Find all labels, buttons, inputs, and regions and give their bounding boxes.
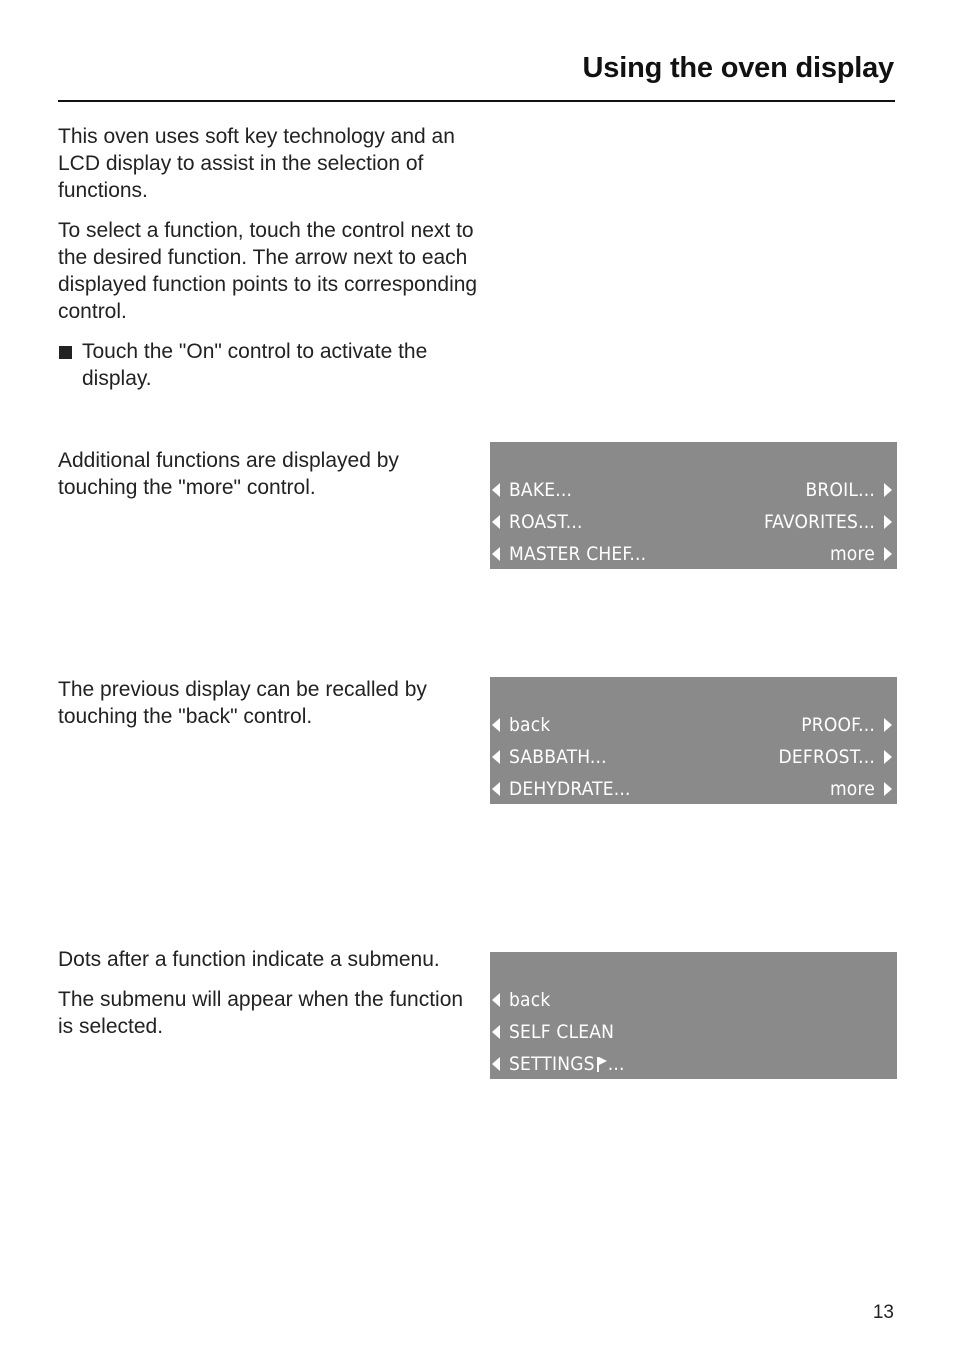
lcd-label: back (509, 989, 551, 1011)
bullet-item (58, 338, 478, 392)
lcd-row (490, 744, 897, 776)
lcd-label: more (829, 778, 875, 800)
arrow-left-icon (492, 718, 500, 732)
lcd-display-main-menu (490, 442, 897, 569)
lcd-row (490, 509, 897, 541)
softkey-roast[interactable] (492, 509, 583, 535)
softkey-dehydrate[interactable] (492, 776, 631, 802)
softkey-proof[interactable] (801, 712, 892, 738)
lcd-label: DEHYDRATE... (509, 778, 631, 800)
lcd-row (490, 776, 897, 808)
arrow-left-icon (492, 547, 500, 561)
flag-icon (597, 1056, 607, 1072)
intro-paragraph-1: This oven uses soft key technology and an LCD display to assist in the selection of functions. (58, 125, 455, 202)
arrow-right-icon (884, 547, 892, 561)
lcd-label: FAVORITES... (763, 511, 875, 533)
lcd-row (490, 712, 897, 744)
softkey-back[interactable] (492, 712, 550, 738)
arrow-left-icon (492, 483, 500, 497)
lcd-row (490, 987, 897, 1019)
dots-section (58, 946, 478, 1053)
arrow-left-icon (492, 1025, 500, 1039)
softkey-back[interactable] (492, 987, 550, 1013)
arrow-left-icon (492, 993, 500, 1007)
lcd-row (490, 1019, 897, 1051)
lcd-row (490, 1051, 897, 1083)
lcd-label: back (509, 714, 551, 736)
softkey-defrost[interactable] (779, 744, 892, 770)
lcd-label-suffix: ... (607, 1053, 625, 1075)
back-section (58, 676, 478, 743)
lcd-row (490, 541, 897, 573)
lcd-label: SABBATH... (509, 746, 607, 768)
arrow-left-icon (492, 750, 500, 764)
lcd-label: ROAST... (509, 511, 583, 533)
softkey-favorites[interactable] (764, 509, 892, 535)
arrow-right-icon (884, 782, 892, 796)
lcd-label: more (829, 543, 875, 565)
arrow-right-icon (884, 750, 892, 764)
lcd-row (490, 477, 897, 509)
lcd-label: BAKE... (509, 479, 573, 501)
softkey-settings[interactable] (492, 1051, 625, 1077)
softkey-bake[interactable] (492, 477, 572, 503)
lcd-label: DEFROST... (778, 746, 875, 768)
intro-section (58, 123, 478, 392)
bullet-text: Touch the "On" control to activate the display. (82, 340, 428, 390)
softkey-sabbath[interactable] (492, 744, 607, 770)
arrow-left-icon (492, 782, 500, 796)
title-divider (58, 100, 895, 102)
lcd-label: PROOF... (801, 714, 875, 736)
back-paragraph: The previous display can be recalled by touching the "back" control. (58, 678, 427, 728)
intro-paragraph-2: To select a function, touch the control next to the desired function. The arrow next to each displayed function points to its corresponding control. (58, 219, 478, 323)
square-bullet-icon (59, 346, 72, 359)
dots-paragraph-2: The submenu will appear when the function is selected. (58, 988, 464, 1038)
page-number: 13 (872, 1302, 894, 1323)
lcd-display-more-menu (490, 677, 897, 804)
dots-paragraph-1: Dots after a function indicate a submenu. (58, 948, 440, 971)
page-title: Using the oven display (582, 52, 894, 84)
arrow-right-icon (884, 515, 892, 529)
arrow-right-icon (884, 718, 892, 732)
lcd-label: MASTER CHEF... (509, 543, 647, 565)
more-section (58, 447, 478, 514)
more-paragraph: Additional functions are displayed by touching the "more" control. (58, 449, 399, 499)
softkey-master-chef[interactable] (492, 541, 646, 567)
lcd-label: SETTINGS (509, 1053, 595, 1075)
softkey-self-clean[interactable] (492, 1019, 614, 1045)
softkey-more[interactable] (830, 541, 892, 567)
arrow-left-icon (492, 1057, 500, 1071)
arrow-right-icon (884, 483, 892, 497)
lcd-label: SELF CLEAN (509, 1021, 615, 1043)
softkey-broil[interactable] (806, 477, 893, 503)
lcd-display-submenu (490, 952, 897, 1079)
softkey-more[interactable] (830, 776, 892, 802)
lcd-label: BROIL... (805, 479, 875, 501)
arrow-left-icon (492, 515, 500, 529)
